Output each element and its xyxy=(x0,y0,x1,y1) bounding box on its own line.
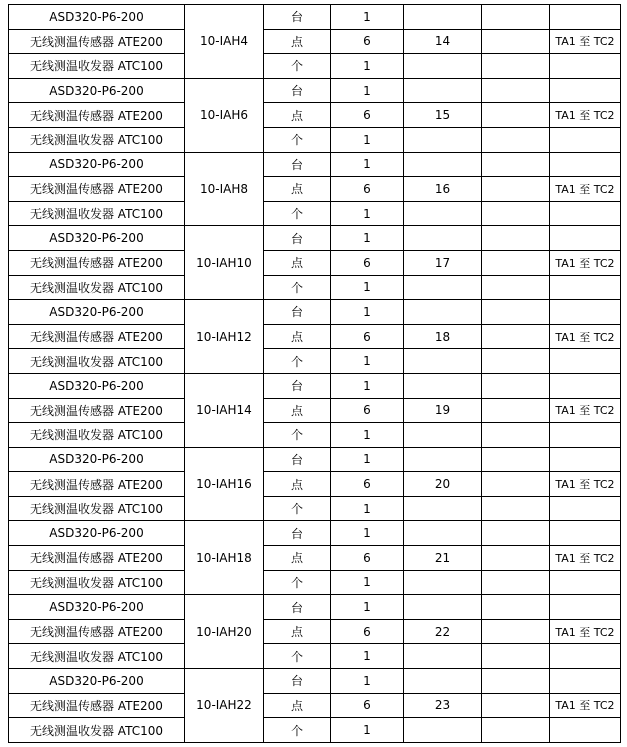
item-quantity: 1 xyxy=(331,373,404,398)
item-number xyxy=(404,644,482,669)
item-number xyxy=(404,423,482,448)
item-quantity: 1 xyxy=(331,644,404,669)
item-unit: 台 xyxy=(264,226,331,251)
table-row xyxy=(9,300,621,325)
empty-cell xyxy=(482,718,550,743)
empty-cell xyxy=(482,103,550,128)
item-note xyxy=(550,595,621,620)
empty-cell xyxy=(482,78,550,103)
item-description: ASD320-P6-200 xyxy=(9,669,185,694)
item-quantity: 6 xyxy=(331,103,404,128)
item-unit: 点 xyxy=(264,693,331,718)
item-description: ASD320-P6-200 xyxy=(9,447,185,472)
item-description: 无线测温收发器 ATC100 xyxy=(9,496,185,521)
item-description: 无线测温传感器 ATE200 xyxy=(9,250,185,275)
item-note xyxy=(550,300,621,325)
item-unit: 点 xyxy=(264,619,331,644)
item-note: TA1 至 TC2 xyxy=(550,398,621,423)
table-row xyxy=(9,398,621,423)
item-unit: 台 xyxy=(264,5,331,30)
item-quantity: 1 xyxy=(331,78,404,103)
item-description: 无线测温收发器 ATC100 xyxy=(9,127,185,152)
item-quantity: 6 xyxy=(331,472,404,497)
item-note: TA1 至 TC2 xyxy=(550,177,621,202)
item-quantity: 1 xyxy=(331,718,404,743)
item-quantity: 6 xyxy=(331,546,404,571)
empty-cell xyxy=(482,521,550,546)
item-unit: 台 xyxy=(264,669,331,694)
table-row xyxy=(9,373,621,398)
item-note xyxy=(550,644,621,669)
item-quantity: 6 xyxy=(331,693,404,718)
table-row xyxy=(9,644,621,669)
panel-id: 10-IAH14 xyxy=(185,373,264,447)
empty-cell xyxy=(482,644,550,669)
table-row xyxy=(9,423,621,448)
empty-cell xyxy=(482,324,550,349)
empty-cell xyxy=(482,300,550,325)
item-number xyxy=(404,718,482,743)
item-unit: 台 xyxy=(264,373,331,398)
item-note xyxy=(550,669,621,694)
item-number: 19 xyxy=(404,398,482,423)
table-row xyxy=(9,78,621,103)
item-number: 23 xyxy=(404,693,482,718)
item-number xyxy=(404,275,482,300)
item-unit: 台 xyxy=(264,78,331,103)
item-number xyxy=(404,152,482,177)
item-description: 无线测温传感器 ATE200 xyxy=(9,619,185,644)
item-quantity: 1 xyxy=(331,201,404,226)
item-description: 无线测温收发器 ATC100 xyxy=(9,423,185,448)
empty-cell xyxy=(482,250,550,275)
item-number: 16 xyxy=(404,177,482,202)
item-unit: 个 xyxy=(264,718,331,743)
item-note xyxy=(550,373,621,398)
item-note: TA1 至 TC2 xyxy=(550,324,621,349)
panel-id: 10-IAH22 xyxy=(185,669,264,743)
item-unit: 点 xyxy=(264,472,331,497)
item-unit: 个 xyxy=(264,349,331,374)
empty-cell xyxy=(482,693,550,718)
item-unit: 个 xyxy=(264,496,331,521)
table-row xyxy=(9,177,621,202)
panel-id: 10-IAH4 xyxy=(185,5,264,79)
item-note xyxy=(550,718,621,743)
item-unit: 台 xyxy=(264,521,331,546)
item-quantity: 6 xyxy=(331,619,404,644)
item-description: ASD320-P6-200 xyxy=(9,300,185,325)
item-description: 无线测温传感器 ATE200 xyxy=(9,324,185,349)
item-unit: 个 xyxy=(264,54,331,79)
item-unit: 点 xyxy=(264,103,331,128)
item-quantity: 1 xyxy=(331,54,404,79)
table-row xyxy=(9,669,621,694)
table-row xyxy=(9,54,621,79)
item-quantity: 1 xyxy=(331,570,404,595)
item-number: 21 xyxy=(404,546,482,571)
item-unit: 点 xyxy=(264,250,331,275)
empty-cell xyxy=(482,398,550,423)
empty-cell xyxy=(482,546,550,571)
table-row xyxy=(9,718,621,743)
item-unit: 点 xyxy=(264,398,331,423)
item-quantity: 6 xyxy=(331,398,404,423)
empty-cell xyxy=(482,201,550,226)
item-quantity: 1 xyxy=(331,423,404,448)
item-description: 无线测温收发器 ATC100 xyxy=(9,644,185,669)
item-note xyxy=(550,54,621,79)
table-row xyxy=(9,570,621,595)
item-unit: 个 xyxy=(264,644,331,669)
item-note xyxy=(550,127,621,152)
item-quantity: 1 xyxy=(331,152,404,177)
table-row xyxy=(9,201,621,226)
table-body xyxy=(9,5,621,743)
item-note xyxy=(550,496,621,521)
item-quantity: 6 xyxy=(331,324,404,349)
table-row xyxy=(9,693,621,718)
item-note xyxy=(550,447,621,472)
empty-cell xyxy=(482,619,550,644)
table-row xyxy=(9,619,621,644)
item-quantity: 1 xyxy=(331,349,404,374)
item-number xyxy=(404,127,482,152)
panel-id: 10-IAH8 xyxy=(185,152,264,226)
panel-id: 10-IAH20 xyxy=(185,595,264,669)
item-quantity: 1 xyxy=(331,300,404,325)
empty-cell xyxy=(482,423,550,448)
item-number xyxy=(404,78,482,103)
item-unit: 个 xyxy=(264,201,331,226)
equipment-table xyxy=(8,4,621,743)
item-quantity: 1 xyxy=(331,226,404,251)
item-number xyxy=(404,54,482,79)
empty-cell xyxy=(482,127,550,152)
item-note: TA1 至 TC2 xyxy=(550,103,621,128)
item-unit: 点 xyxy=(264,546,331,571)
item-number xyxy=(404,570,482,595)
item-note: TA1 至 TC2 xyxy=(550,546,621,571)
item-number: 14 xyxy=(404,29,482,54)
item-note: TA1 至 TC2 xyxy=(550,29,621,54)
item-description: 无线测温收发器 ATC100 xyxy=(9,54,185,79)
item-number: 17 xyxy=(404,250,482,275)
item-note xyxy=(550,570,621,595)
item-unit: 台 xyxy=(264,447,331,472)
panel-id: 10-IAH18 xyxy=(185,521,264,595)
table-row xyxy=(9,521,621,546)
item-quantity: 6 xyxy=(331,250,404,275)
empty-cell xyxy=(482,570,550,595)
item-quantity: 6 xyxy=(331,29,404,54)
item-number xyxy=(404,595,482,620)
empty-cell xyxy=(482,373,550,398)
item-quantity: 1 xyxy=(331,447,404,472)
panel-id: 10-IAH12 xyxy=(185,300,264,374)
table-row xyxy=(9,5,621,30)
item-note xyxy=(550,5,621,30)
item-number xyxy=(404,669,482,694)
empty-cell xyxy=(482,275,550,300)
item-unit: 台 xyxy=(264,300,331,325)
item-note xyxy=(550,78,621,103)
table-row xyxy=(9,29,621,54)
item-quantity: 1 xyxy=(331,521,404,546)
empty-cell xyxy=(482,29,550,54)
item-quantity: 1 xyxy=(331,595,404,620)
panel-id: 10-IAH6 xyxy=(185,78,264,152)
item-note xyxy=(550,423,621,448)
item-unit: 个 xyxy=(264,570,331,595)
item-description: 无线测温收发器 ATC100 xyxy=(9,349,185,374)
item-note: TA1 至 TC2 xyxy=(550,472,621,497)
empty-cell xyxy=(482,152,550,177)
empty-cell xyxy=(482,669,550,694)
item-note xyxy=(550,201,621,226)
table-row xyxy=(9,250,621,275)
item-description: 无线测温收发器 ATC100 xyxy=(9,275,185,300)
item-number xyxy=(404,349,482,374)
item-number xyxy=(404,521,482,546)
item-unit: 个 xyxy=(264,127,331,152)
item-note xyxy=(550,152,621,177)
item-number xyxy=(404,5,482,30)
item-quantity: 1 xyxy=(331,127,404,152)
empty-cell xyxy=(482,349,550,374)
item-description: ASD320-P6-200 xyxy=(9,521,185,546)
table-row xyxy=(9,103,621,128)
item-number xyxy=(404,300,482,325)
empty-cell xyxy=(482,472,550,497)
item-description: ASD320-P6-200 xyxy=(9,5,185,30)
item-note: TA1 至 TC2 xyxy=(550,619,621,644)
item-quantity: 1 xyxy=(331,496,404,521)
item-number xyxy=(404,496,482,521)
table-row xyxy=(9,324,621,349)
item-number xyxy=(404,201,482,226)
table-row xyxy=(9,349,621,374)
empty-cell xyxy=(482,595,550,620)
panel-id: 10-IAH10 xyxy=(185,226,264,300)
item-description: 无线测温收发器 ATC100 xyxy=(9,201,185,226)
item-number: 18 xyxy=(404,324,482,349)
empty-cell xyxy=(482,5,550,30)
empty-cell xyxy=(482,447,550,472)
empty-cell xyxy=(482,177,550,202)
empty-cell xyxy=(482,226,550,251)
item-number xyxy=(404,447,482,472)
item-description: 无线测温传感器 ATE200 xyxy=(9,398,185,423)
item-unit: 个 xyxy=(264,275,331,300)
item-note xyxy=(550,521,621,546)
item-description: 无线测温传感器 ATE200 xyxy=(9,693,185,718)
item-description: 无线测温传感器 ATE200 xyxy=(9,546,185,571)
item-description: ASD320-P6-200 xyxy=(9,78,185,103)
item-quantity: 1 xyxy=(331,275,404,300)
item-number xyxy=(404,373,482,398)
table-row xyxy=(9,595,621,620)
table-row xyxy=(9,152,621,177)
item-description: 无线测温收发器 ATC100 xyxy=(9,570,185,595)
item-number xyxy=(404,226,482,251)
table-row xyxy=(9,472,621,497)
item-unit: 台 xyxy=(264,152,331,177)
item-description: 无线测温传感器 ATE200 xyxy=(9,103,185,128)
item-description: 无线测温传感器 ATE200 xyxy=(9,472,185,497)
item-unit: 点 xyxy=(264,324,331,349)
item-note xyxy=(550,226,621,251)
panel-id: 10-IAH16 xyxy=(185,447,264,521)
item-unit: 台 xyxy=(264,595,331,620)
item-note: TA1 至 TC2 xyxy=(550,693,621,718)
item-number: 22 xyxy=(404,619,482,644)
item-description: ASD320-P6-200 xyxy=(9,152,185,177)
item-unit: 点 xyxy=(264,29,331,54)
item-quantity: 6 xyxy=(331,177,404,202)
empty-cell xyxy=(482,54,550,79)
item-quantity: 1 xyxy=(331,669,404,694)
item-note: TA1 至 TC2 xyxy=(550,250,621,275)
item-description: 无线测温收发器 ATC100 xyxy=(9,718,185,743)
item-description: ASD320-P6-200 xyxy=(9,226,185,251)
item-description: 无线测温传感器 ATE200 xyxy=(9,29,185,54)
item-quantity: 1 xyxy=(331,5,404,30)
item-note xyxy=(550,275,621,300)
item-number: 20 xyxy=(404,472,482,497)
table-row xyxy=(9,546,621,571)
item-number: 15 xyxy=(404,103,482,128)
item-description: 无线测温传感器 ATE200 xyxy=(9,177,185,202)
item-description: ASD320-P6-200 xyxy=(9,595,185,620)
table-row xyxy=(9,127,621,152)
item-unit: 点 xyxy=(264,177,331,202)
item-note xyxy=(550,349,621,374)
table-row xyxy=(9,447,621,472)
empty-cell xyxy=(482,496,550,521)
table-row xyxy=(9,226,621,251)
item-unit: 个 xyxy=(264,423,331,448)
table-row xyxy=(9,275,621,300)
item-description: ASD320-P6-200 xyxy=(9,373,185,398)
table-row xyxy=(9,496,621,521)
